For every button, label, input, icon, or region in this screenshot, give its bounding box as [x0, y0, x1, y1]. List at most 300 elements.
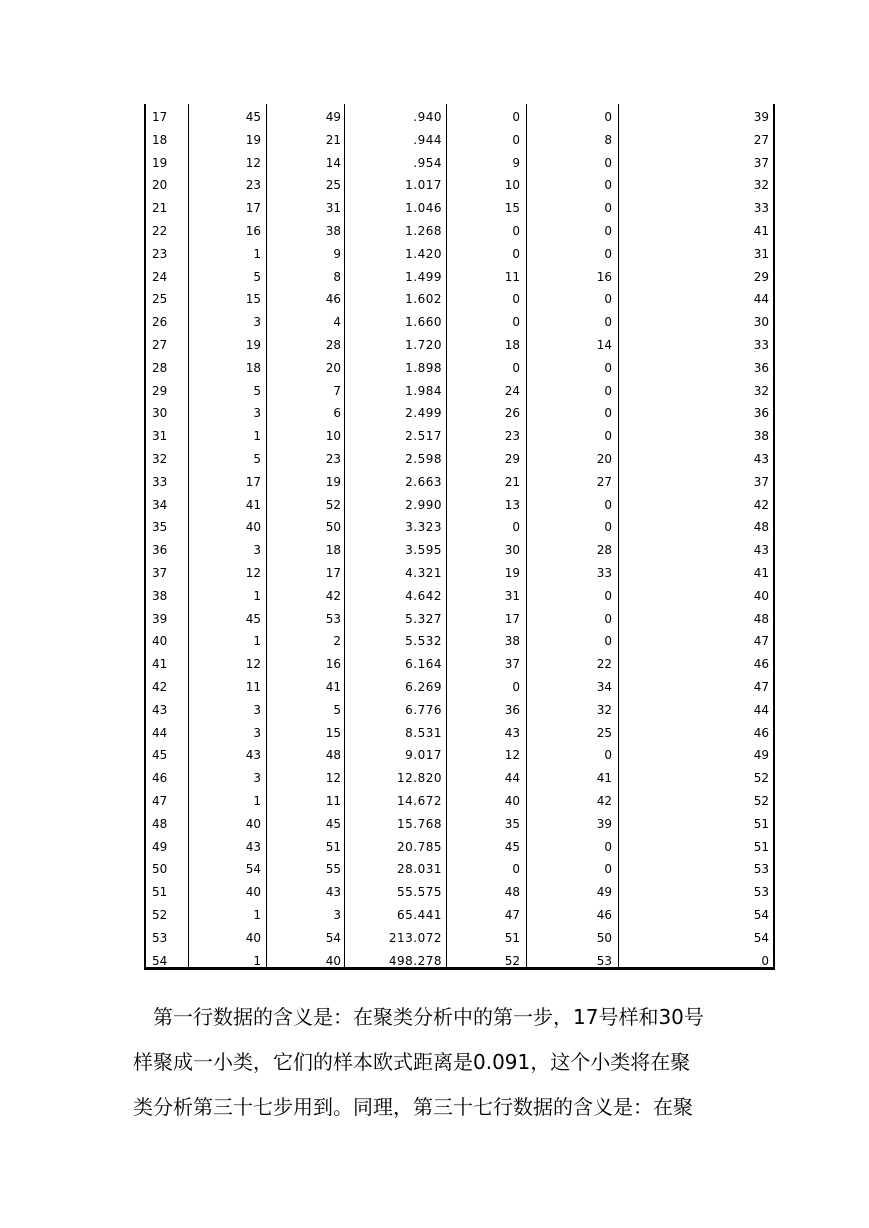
- table-cell: 50: [325, 520, 341, 535]
- table-cell: 40: [325, 953, 341, 968]
- table-row: [146, 744, 773, 767]
- table-cell: 39: [152, 611, 168, 626]
- table-cell: 40: [245, 885, 261, 900]
- table-cell: 10: [325, 429, 341, 444]
- table-cell: 45: [504, 839, 520, 854]
- table-row: [146, 129, 773, 152]
- table-cell: 0: [604, 178, 612, 193]
- table-cell: 29: [152, 383, 168, 398]
- table-cell: 53: [152, 930, 168, 945]
- table-cell: 49: [596, 885, 612, 900]
- table-cell: 55: [325, 862, 341, 877]
- table-cell: 27: [596, 474, 612, 489]
- table-cell: 9.017: [405, 748, 442, 763]
- table-cell: 39: [753, 110, 769, 124]
- table-cell: 0: [512, 520, 520, 535]
- table-cell: 65.441: [397, 908, 442, 922]
- table-cell: 5: [333, 702, 341, 717]
- table-cell: 46: [325, 292, 341, 307]
- table-cell: 22: [596, 657, 612, 672]
- table-row: [146, 881, 773, 904]
- table-cell: 8: [604, 132, 612, 147]
- table-cell: 41: [753, 224, 769, 238]
- table-cell: 12: [504, 748, 520, 763]
- table-cell: 6: [333, 406, 341, 421]
- table-cell: 28: [152, 360, 168, 375]
- table-cell: .944: [413, 132, 442, 147]
- table-cell: 47: [753, 634, 769, 649]
- table-cell: 43: [753, 452, 769, 466]
- table-cell: 52: [325, 497, 341, 512]
- table-cell: 2: [333, 634, 341, 649]
- table-cell: 0: [512, 132, 520, 147]
- table-cell: 1: [253, 429, 261, 444]
- table-cell: 5.327: [405, 611, 442, 626]
- table-cell: 20: [596, 452, 612, 466]
- table-cell: 39: [596, 816, 612, 831]
- table-cell: 54: [245, 862, 261, 877]
- table-cell: 54: [753, 930, 769, 945]
- table-cell: 29: [753, 269, 769, 284]
- table-cell: 18: [325, 543, 341, 558]
- table-cell: 42: [325, 588, 341, 603]
- table-cell: 14: [596, 338, 612, 352]
- table-cell: 40: [152, 634, 168, 649]
- table-row: [146, 197, 773, 220]
- table-cell: 30: [753, 315, 769, 330]
- table-cell: 41: [325, 680, 341, 694]
- table-cell: 1.268: [405, 224, 442, 238]
- table-cell: 0: [604, 360, 612, 375]
- table-cell: 0: [512, 246, 520, 261]
- table-cell: 19: [245, 338, 261, 352]
- table-cell: 8.531: [405, 725, 442, 740]
- table-cell: 0: [604, 155, 612, 170]
- table-cell: 41: [596, 771, 612, 786]
- table-cell: 54: [325, 930, 341, 945]
- table-row: [146, 608, 773, 631]
- table-cell: 17: [152, 110, 168, 124]
- table-row: [146, 699, 773, 722]
- table-cell: 51: [753, 816, 769, 831]
- table-cell: 27: [152, 338, 168, 352]
- table-cell: 51: [504, 930, 520, 945]
- table-cell: 0: [604, 748, 612, 763]
- table-row: [146, 402, 773, 425]
- table-cell: 23: [245, 178, 261, 193]
- table-cell: 44: [753, 702, 769, 717]
- table-cell: 32: [152, 452, 168, 466]
- table-cell: 53: [596, 953, 612, 968]
- table-cell: 46: [753, 725, 769, 740]
- table-cell: 3.323: [405, 520, 442, 535]
- table-cell: 32: [596, 702, 612, 717]
- table-cell: 54: [753, 908, 769, 922]
- table-row: [146, 425, 773, 448]
- table-cell: 1: [253, 794, 261, 808]
- table-row: [146, 448, 773, 471]
- table-cell: 44: [753, 292, 769, 307]
- table-cell: 23: [325, 452, 341, 466]
- table-cell: 51: [325, 839, 341, 854]
- table-cell: 0: [512, 224, 520, 238]
- table-cell: 19: [152, 155, 168, 170]
- table-cell: 0: [512, 292, 520, 307]
- table-cell: 1: [253, 908, 261, 922]
- table-cell: 0: [604, 224, 612, 238]
- table-row: [146, 220, 773, 243]
- table-cell: 12: [325, 771, 341, 786]
- table-cell: 52: [753, 794, 769, 808]
- table-cell: 36: [753, 406, 769, 421]
- table-cell: 1: [253, 588, 261, 603]
- table-cell: 11: [245, 680, 261, 694]
- table-cell: 17: [504, 611, 520, 626]
- table-cell: 48: [504, 885, 520, 900]
- table-cell: 0: [604, 406, 612, 421]
- table-cell: 0: [604, 634, 612, 649]
- table-cell: 24: [152, 269, 168, 284]
- table-cell: 30: [504, 543, 520, 558]
- table-cell: 33: [596, 566, 612, 580]
- table-cell: 38: [504, 634, 520, 649]
- table-cell: 0: [604, 315, 612, 330]
- table-cell: 16: [245, 224, 261, 238]
- table-cell: 51: [152, 885, 168, 900]
- table-cell: 10: [504, 178, 520, 193]
- table-cell: 43: [245, 839, 261, 854]
- table-cell: 49: [325, 110, 341, 124]
- table-cell: 55.575: [397, 885, 442, 900]
- table-cell: 2.499: [405, 406, 442, 421]
- table-cell: 45: [245, 110, 261, 124]
- table-cell: 3: [253, 702, 261, 717]
- table-cell: 4.642: [405, 588, 442, 603]
- table-cell: 19: [325, 474, 341, 489]
- table-cell: 25: [325, 178, 341, 193]
- table-row: [146, 174, 773, 197]
- table-cell: 0: [512, 110, 520, 124]
- table-cell: 32: [753, 178, 769, 193]
- table-cell: 37: [753, 155, 769, 170]
- table-cell: 40: [245, 520, 261, 535]
- table-cell: 42: [152, 680, 168, 694]
- table-cell: 1.898: [405, 360, 442, 375]
- table-cell: 21: [152, 201, 168, 216]
- table-cell: 3: [333, 908, 341, 922]
- table-cell: 0: [604, 110, 612, 124]
- table-cell: 26: [152, 315, 168, 330]
- table-cell: 28: [325, 338, 341, 352]
- table-cell: 20.785: [397, 839, 442, 854]
- table-cell: 34: [596, 680, 612, 694]
- table-cell: 43: [504, 725, 520, 740]
- table-cell: 38: [753, 429, 769, 444]
- table-row: [146, 562, 773, 585]
- table-row: [146, 676, 773, 699]
- table-cell: 28: [596, 543, 612, 558]
- table-cell: 41: [245, 497, 261, 512]
- table-cell: 44: [504, 771, 520, 786]
- table-cell: 41: [753, 566, 769, 580]
- table-cell: 2.598: [405, 452, 442, 466]
- table-cell: 25: [152, 292, 168, 307]
- table-cell: 9: [333, 246, 341, 261]
- table-cell: 0: [604, 839, 612, 854]
- table-cell: 23: [152, 246, 168, 261]
- table-cell: 53: [325, 611, 341, 626]
- table-cell: 3: [253, 543, 261, 558]
- table-cell: 46: [596, 908, 612, 922]
- table-cell: 2.517: [405, 429, 442, 444]
- table-cell: 46: [753, 657, 769, 672]
- agglomeration-table: [144, 104, 775, 970]
- table-cell: 3: [253, 315, 261, 330]
- table-cell: 53: [753, 862, 769, 877]
- table-cell: 1.602: [405, 292, 442, 307]
- explanation-paragraph: [133, 995, 753, 1130]
- table-cell: 1.499: [405, 269, 442, 284]
- table-cell: 1: [253, 634, 261, 649]
- table-cell: 21: [325, 132, 341, 147]
- table-cell: 0: [604, 429, 612, 444]
- table-cell: .954: [413, 155, 442, 170]
- table-cell: 1: [253, 953, 261, 968]
- table-cell: 3: [253, 771, 261, 786]
- table-cell: 33: [753, 201, 769, 216]
- table-cell: 0: [604, 383, 612, 398]
- table-cell: 11: [325, 794, 341, 808]
- table-cell: 2.663: [405, 474, 442, 489]
- table-cell: 0: [512, 862, 520, 877]
- table-cell: 36: [753, 360, 769, 375]
- table-cell: 1: [253, 246, 261, 261]
- table-cell: 37: [504, 657, 520, 672]
- table-cell: 12: [245, 155, 261, 170]
- table-cell: 1.420: [405, 246, 442, 261]
- table-cell: 37: [152, 566, 168, 580]
- table-cell: 6.164: [405, 657, 442, 672]
- table-row: [146, 767, 773, 790]
- table-cell: 49: [753, 748, 769, 763]
- paragraph-line: 第一行数据的含义是：在聚类分析中的第一步，17号样和30号: [133, 1005, 704, 1029]
- table-row: [146, 539, 773, 562]
- table-cell: 38: [325, 224, 341, 238]
- table-cell: 47: [152, 794, 168, 808]
- table-cell: 33: [152, 474, 168, 489]
- table-cell: 0: [604, 246, 612, 261]
- table-cell: 12: [245, 566, 261, 580]
- table-cell: 4: [333, 315, 341, 330]
- table-cell: 1.046: [405, 201, 442, 216]
- table-cell: 52: [504, 953, 520, 968]
- table-cell: 18: [152, 132, 168, 147]
- table-cell: 28.031: [397, 862, 442, 877]
- table-cell: 17: [245, 201, 261, 216]
- table-cell: 51: [753, 839, 769, 854]
- table-cell: 19: [504, 566, 520, 580]
- table-row: [146, 790, 773, 813]
- table-cell: 0: [604, 201, 612, 216]
- table-row: [146, 585, 773, 608]
- table-cell: 0: [512, 360, 520, 375]
- table-row: [146, 380, 773, 403]
- table-row: [146, 858, 773, 881]
- table-cell: 18: [245, 360, 261, 375]
- table-cell: 12: [245, 657, 261, 672]
- table-cell: 33: [753, 338, 769, 352]
- table-cell: 43: [325, 885, 341, 900]
- table-row: [146, 152, 773, 175]
- table-cell: 43: [753, 543, 769, 558]
- table-cell: 0: [512, 315, 520, 330]
- table-cell: 0: [761, 953, 769, 968]
- table-cell: 14.672: [397, 794, 442, 808]
- table-row: [146, 653, 773, 676]
- table-row: [146, 630, 773, 653]
- table-cell: 43: [245, 748, 261, 763]
- table-cell: 0: [512, 680, 520, 694]
- table-cell: 52: [753, 771, 769, 786]
- table-cell: 38: [152, 588, 168, 603]
- table-cell: 12.820: [397, 771, 442, 786]
- table-cell: 19: [245, 132, 261, 147]
- table-cell: 7: [333, 383, 341, 398]
- table-cell: 0: [604, 611, 612, 626]
- table-cell: 45: [245, 611, 261, 626]
- table-cell: 45: [152, 748, 168, 763]
- table-row: [146, 288, 773, 311]
- table-cell: 45: [325, 816, 341, 831]
- table-cell: 42: [596, 794, 612, 808]
- table-cell: 5: [253, 452, 261, 466]
- table-cell: 2.990: [405, 497, 442, 512]
- table-cell: 29: [504, 452, 520, 466]
- table-row: [146, 471, 773, 494]
- table-cell: 1.984: [405, 383, 442, 398]
- table-row: [146, 813, 773, 836]
- table-cell: 44: [152, 725, 168, 740]
- table-cell: 30: [152, 406, 168, 421]
- table-cell: 15: [245, 292, 261, 307]
- table-cell: 4.321: [405, 566, 442, 580]
- table-cell: 48: [325, 748, 341, 763]
- table-cell: 9: [512, 155, 520, 170]
- table-cell: 5: [253, 269, 261, 284]
- table-cell: 20: [152, 178, 168, 193]
- table-cell: 8: [333, 269, 341, 284]
- table-cell: 15: [504, 201, 520, 216]
- table-cell: 14: [325, 155, 341, 170]
- table-cell: 16: [596, 269, 612, 284]
- table-cell: 32: [753, 383, 769, 398]
- table-cell: 31: [152, 429, 168, 444]
- table-row: [146, 334, 773, 357]
- table-cell: 16: [325, 657, 341, 672]
- table-cell: 0: [604, 520, 612, 535]
- table-cell: 11: [504, 269, 520, 284]
- table-cell: 40: [245, 930, 261, 945]
- table-cell: 0: [604, 862, 612, 877]
- table-cell: 17: [325, 566, 341, 580]
- table-cell: 22: [152, 224, 168, 238]
- table-cell: 31: [753, 246, 769, 261]
- table-cell: 47: [504, 908, 520, 922]
- table-cell: 48: [753, 611, 769, 626]
- table-cell: 47: [753, 680, 769, 694]
- table-cell: 31: [325, 201, 341, 216]
- table-cell: 24: [504, 383, 520, 398]
- table-cell: 0: [604, 497, 612, 512]
- table-cell: 13: [504, 497, 520, 512]
- table-cell: 54: [152, 953, 168, 968]
- table-cell: 27: [753, 132, 769, 147]
- table-cell: 1.720: [405, 338, 442, 352]
- table-cell: 37: [753, 474, 769, 489]
- table-row: [146, 836, 773, 859]
- table-row: [146, 311, 773, 334]
- table-cell: 23: [504, 429, 520, 444]
- table-cell: 15.768: [397, 816, 442, 831]
- table-cell: 34: [152, 497, 168, 512]
- table-cell: 42: [753, 497, 769, 512]
- table-cell: 1.017: [405, 178, 442, 193]
- table-cell: 17: [245, 474, 261, 489]
- table-row: [146, 927, 773, 950]
- table-row: [146, 357, 773, 380]
- table-cell: 31: [504, 588, 520, 603]
- table-row: [146, 904, 773, 927]
- table-cell: 36: [152, 543, 168, 558]
- table-cell: 21: [504, 474, 520, 489]
- table-cell: 3.595: [405, 543, 442, 558]
- table-cell: 35: [152, 520, 168, 535]
- table-cell: 213.072: [388, 930, 442, 945]
- table-row: [146, 516, 773, 539]
- paragraph-line: 样聚成一小类，它们的样本欧式距离是0.091，这个小类将在聚: [133, 1050, 691, 1074]
- table-cell: 26: [504, 406, 520, 421]
- table-cell: 43: [152, 702, 168, 717]
- table-cell: 0: [604, 588, 612, 603]
- table-cell: 5: [253, 383, 261, 398]
- table-cell: 20: [325, 360, 341, 375]
- table-cell: 15: [325, 725, 341, 740]
- table-cell: 18: [504, 338, 520, 352]
- table-cell: 36: [504, 702, 520, 717]
- table-row: [146, 243, 773, 266]
- table-cell: 3: [253, 725, 261, 740]
- table-cell: 6.776: [405, 702, 442, 717]
- paragraph-line: 类分析第三十七步用到。同理，第三十七行数据的含义是：在聚: [133, 1095, 693, 1119]
- table-cell: 40: [504, 794, 520, 808]
- table-row: [146, 266, 773, 289]
- table-cell: 40: [245, 816, 261, 831]
- table-cell: 0: [604, 292, 612, 307]
- table-cell: 48: [152, 816, 168, 831]
- table-cell: 49: [152, 839, 168, 854]
- table-cell: 48: [753, 520, 769, 535]
- table-cell: 498.278: [388, 953, 442, 968]
- table-cell: 52: [152, 908, 168, 922]
- table-cell: 50: [152, 862, 168, 877]
- table-cell: 41: [152, 657, 168, 672]
- table-cell: 6.269: [405, 680, 442, 694]
- table-cell: 46: [152, 771, 168, 786]
- table-cell: 1.660: [405, 315, 442, 330]
- table-cell: 40: [753, 588, 769, 603]
- table-cell: 53: [753, 885, 769, 900]
- table-row: [146, 950, 773, 973]
